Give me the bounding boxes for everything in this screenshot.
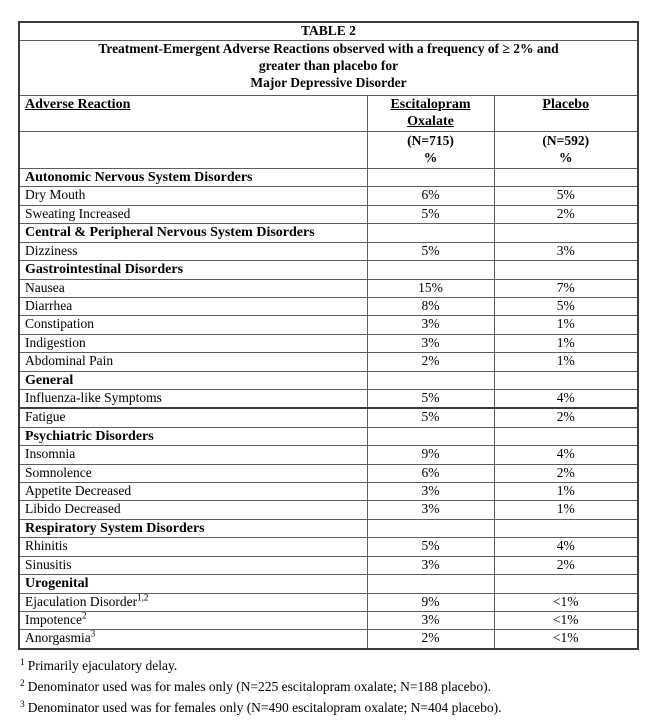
data-row bbox=[19, 483, 638, 501]
reaction-label: Insomnia bbox=[19, 446, 367, 464]
footnote-number: 3 bbox=[20, 699, 25, 710]
reaction-label: Dry Mouth bbox=[19, 187, 367, 205]
escitalopram-value: 3% bbox=[367, 556, 494, 574]
placebo-value: 4% bbox=[494, 390, 638, 409]
placebo-value: 3% bbox=[494, 242, 638, 260]
footnote-number: 1 bbox=[20, 657, 25, 668]
placebo-value: <1% bbox=[494, 630, 638, 649]
table-title: TABLE 2 bbox=[19, 22, 638, 40]
column-header-drug-line2: Oxalate bbox=[407, 114, 454, 130]
placebo-value: 2% bbox=[494, 408, 638, 427]
footnote-reference: 3 bbox=[90, 629, 96, 639]
escitalopram-value: 3% bbox=[367, 334, 494, 352]
footnote-reference: 1,2 bbox=[137, 593, 149, 603]
escitalopram-value: 15% bbox=[367, 279, 494, 297]
subtitle-line-2: greater than placebo for bbox=[258, 57, 399, 73]
footnote-reference: 2 bbox=[81, 611, 87, 621]
placebo-value bbox=[494, 519, 638, 538]
footnotes bbox=[20, 655, 501, 718]
escitalopram-value: 3% bbox=[367, 483, 494, 501]
section-row bbox=[19, 261, 638, 280]
column-header-row bbox=[19, 95, 638, 131]
drug-n-cell bbox=[367, 131, 494, 168]
escitalopram-value: 5% bbox=[367, 408, 494, 427]
column-header-reaction-cell bbox=[19, 95, 367, 131]
subtitle-line-1: Treatment-Emergent Adverse Reactions observed with a frequency of ≥ 2% and bbox=[98, 40, 559, 56]
escitalopram-value: 3% bbox=[367, 501, 494, 519]
reaction-label: Nausea bbox=[19, 279, 367, 297]
table-subtitle bbox=[19, 40, 638, 95]
table-subtitle-row bbox=[19, 40, 638, 95]
escitalopram-value bbox=[367, 519, 494, 538]
placebo-value: 4% bbox=[494, 538, 638, 556]
placebo-value: 5% bbox=[494, 187, 638, 205]
table-title-row bbox=[19, 22, 638, 40]
subtitle-line-3: Major Depressive Disorder bbox=[250, 74, 407, 90]
section-row bbox=[19, 224, 638, 243]
reaction-label: Somnolence bbox=[19, 464, 367, 482]
escitalopram-value: 5% bbox=[367, 205, 494, 223]
placebo-value bbox=[494, 427, 638, 446]
placebo-value bbox=[494, 224, 638, 243]
reaction-label: Libido Decreased bbox=[19, 501, 367, 519]
escitalopram-value: 3% bbox=[367, 612, 494, 630]
placebo-n-cell bbox=[494, 131, 638, 168]
escitalopram-value: 6% bbox=[367, 464, 494, 482]
reaction-label: Anorgasmia$^3$ bbox=[19, 630, 367, 649]
footnote-number: 2 bbox=[20, 678, 25, 689]
placebo-percent-sign: % bbox=[559, 149, 573, 165]
escitalopram-value bbox=[367, 371, 494, 390]
escitalopram-value bbox=[367, 224, 494, 243]
data-row bbox=[19, 593, 638, 611]
footnote: $^3$ Denominator used was for females only (N=490 escitalopram oxalate; N=404 placebo). bbox=[20, 699, 502, 715]
section-label: Respiratory System Disorders bbox=[19, 519, 367, 538]
reaction-label: Constipation bbox=[19, 316, 367, 334]
reaction-label: Influenza-like Symptoms bbox=[19, 390, 367, 409]
adverse-reactions-table bbox=[18, 21, 639, 650]
placebo-value bbox=[494, 168, 638, 187]
escitalopram-value: 8% bbox=[367, 297, 494, 315]
escitalopram-value: 2% bbox=[367, 353, 494, 371]
column-header-drug-line1: Escitalopram bbox=[390, 96, 471, 112]
section-label: Autonomic Nervous System Disorders bbox=[19, 168, 367, 187]
section-label: Gastrointestinal Disorders bbox=[19, 261, 367, 280]
n-row-empty-cell bbox=[19, 131, 367, 168]
placebo-value bbox=[494, 261, 638, 280]
data-row bbox=[19, 464, 638, 482]
escitalopram-value: 5% bbox=[367, 242, 494, 260]
section-row bbox=[19, 427, 638, 446]
placebo-value: 5% bbox=[494, 297, 638, 315]
footnote: $^1$ Primarily ejaculatory delay. bbox=[20, 657, 178, 673]
reaction-label: Fatigue bbox=[19, 408, 367, 427]
placebo-value: 1% bbox=[494, 334, 638, 352]
escitalopram-value: 9% bbox=[367, 446, 494, 464]
placebo-value: 1% bbox=[494, 353, 638, 371]
data-row bbox=[19, 408, 638, 427]
data-row bbox=[19, 297, 638, 315]
section-label: Urogenital bbox=[19, 575, 367, 594]
placebo-value: 2% bbox=[494, 464, 638, 482]
escitalopram-value bbox=[367, 575, 494, 594]
data-row bbox=[19, 390, 638, 409]
section-row bbox=[19, 519, 638, 538]
placebo-n: (N=592) bbox=[542, 132, 590, 148]
escitalopram-value bbox=[367, 168, 494, 187]
placebo-value bbox=[494, 575, 638, 594]
placebo-value: 1% bbox=[494, 501, 638, 519]
reaction-label: Rhinitis bbox=[19, 538, 367, 556]
reaction-label: Ejaculation Disorder$^{1,2}$ bbox=[19, 593, 367, 611]
data-row bbox=[19, 353, 638, 371]
footnote: $^2$ Denominator used was for males only (N=225 escitalopram oxalate; N=188 placebo). bbox=[20, 678, 491, 694]
data-row bbox=[19, 279, 638, 297]
placebo-value: 1% bbox=[494, 316, 638, 334]
data-row bbox=[19, 316, 638, 334]
reaction-label: Impotence$^2$ bbox=[19, 612, 367, 630]
section-row bbox=[19, 371, 638, 390]
reaction-label: Indigestion bbox=[19, 334, 367, 352]
drug-n: (N=715) bbox=[407, 132, 454, 148]
escitalopram-value: 5% bbox=[367, 390, 494, 409]
escitalopram-value: 5% bbox=[367, 538, 494, 556]
drug-percent-sign: % bbox=[423, 149, 438, 165]
escitalopram-value: 9% bbox=[367, 593, 494, 611]
table-body bbox=[19, 168, 638, 648]
data-row bbox=[19, 630, 638, 649]
reaction-label: Appetite Decreased bbox=[19, 483, 367, 501]
data-row bbox=[19, 556, 638, 574]
reaction-label: Diarrhea bbox=[19, 297, 367, 315]
column-header-placebo-cell bbox=[494, 95, 638, 131]
section-row bbox=[19, 168, 638, 187]
data-row bbox=[19, 538, 638, 556]
data-row bbox=[19, 501, 638, 519]
section-label: Psychiatric Disorders bbox=[19, 427, 367, 446]
reaction-label: Abdominal Pain bbox=[19, 353, 367, 371]
data-row bbox=[19, 446, 638, 464]
placebo-value: 2% bbox=[494, 205, 638, 223]
data-row bbox=[19, 187, 638, 205]
escitalopram-value bbox=[367, 427, 494, 446]
section-label: General bbox=[19, 371, 367, 390]
data-row bbox=[19, 205, 638, 223]
placebo-value: <1% bbox=[494, 612, 638, 630]
placebo-value: 2% bbox=[494, 556, 638, 574]
section-row bbox=[19, 575, 638, 594]
data-row bbox=[19, 612, 638, 630]
reaction-label: Sinusitis bbox=[19, 556, 367, 574]
data-row bbox=[19, 334, 638, 352]
column-header-drug-cell bbox=[367, 95, 494, 131]
reaction-label: Sweating Increased bbox=[19, 205, 367, 223]
data-row bbox=[19, 242, 638, 260]
placebo-value: <1% bbox=[494, 593, 638, 611]
escitalopram-value: 2% bbox=[367, 630, 494, 649]
placebo-value bbox=[494, 371, 638, 390]
escitalopram-value: 3% bbox=[367, 316, 494, 334]
section-label: Central & Peripheral Nervous System Disorders bbox=[19, 224, 367, 243]
placebo-value: 4% bbox=[494, 446, 638, 464]
placebo-value: 1% bbox=[494, 483, 638, 501]
n-row bbox=[19, 131, 638, 168]
column-header-reaction: Adverse Reaction bbox=[25, 96, 131, 112]
escitalopram-value bbox=[367, 261, 494, 280]
placebo-value: 7% bbox=[494, 279, 638, 297]
escitalopram-value: 6% bbox=[367, 187, 494, 205]
reaction-label: Dizziness bbox=[19, 242, 367, 260]
column-header-placebo: Placebo bbox=[542, 96, 590, 112]
